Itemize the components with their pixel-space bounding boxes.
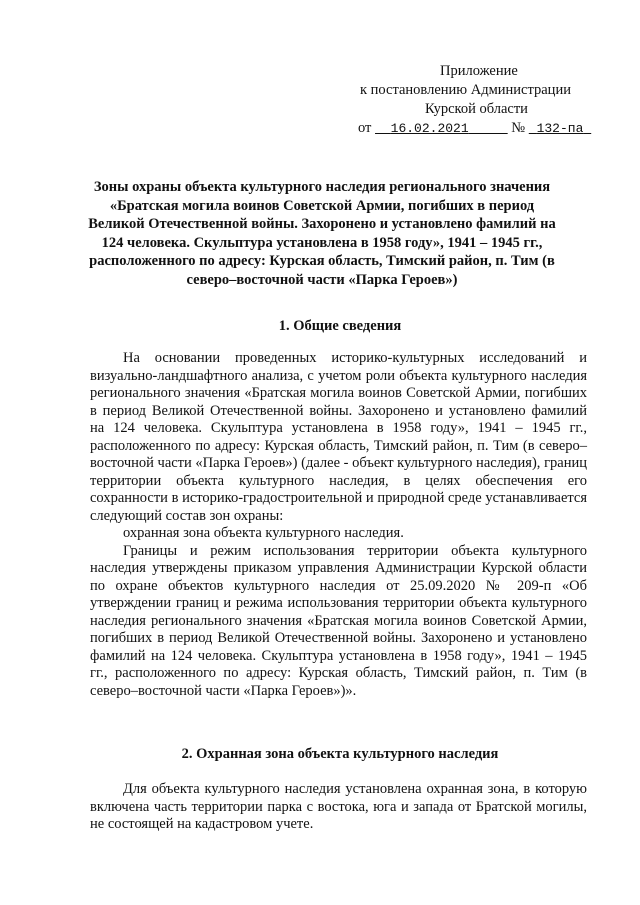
appendix-date-line	[340, 119, 590, 138]
appendix-line-1: Приложение	[440, 63, 518, 79]
section-1-paragraph-1: На основании проведенных историко-культурных исследований и визуально-ландшафтного анализа, с учетом роли объекта культурного наследия регионального значения «Братская могила воинов Советской Армии, погибших в период Великой Отечественной войны. Захоронено и установлено фамилий на 124 человека. Скульптура установлена в 1958 году», 1941 – 1945 гг., расположенного по адресу: Курская область, Тимский район, п. Тим (в северо–восточной части «Парка Героев») (далее - объект культурного наследия), границ территории объекта культурного наследия, в целях обеспечения его сохранности в историко-градостроительной и природной среде устанавливается следующий состав зон охраны:	[90, 350, 587, 524]
section-1-paragraph-2: охранная зона объекта культурного наследия.	[123, 525, 404, 541]
section-1-paragraph-3: Границы и режим использования территории объекта культурного наследия утверждены приказом управления Администрации Курской области по охране объектов культурного наследия от 25.09.2020 № 209-п «Об утверждении границ и режима использования территории объекта культурного наследия регионального значения «Братская могила воинов Советской Армии, погибших в период Великой Отечественной войны. Захоронено и установлено фамилий на 124 человека. Скульптура установлена в 1958 году», 1941 – 1945 гг., расположенного по адресу: Курская область, Тимский район, п. Тим (в северо–восточной части «Парка Героев»)».	[90, 542, 587, 699]
section-2-heading: 2. Охранная зона объекта культурного наследия	[181, 746, 499, 762]
appendix-line-2: к постановлению Администрации	[360, 82, 571, 98]
appendix-line-3: Курской области	[425, 101, 528, 117]
appendix-block	[340, 62, 590, 138]
document-title: Зоны охраны объекта культурного наследия регионального значения «Братская могила воинов Советской Армии, погибших в период Великой Отечественной войны. Захоронено и установлено фамилий на 124 человека. Скульптура установлена в 1958 году», 1941 – 1945 гг., расположенного по адресу: Курская область, Тимский район, п. Тим (в северо–восточной части «Парка Героев»)	[88, 179, 556, 288]
section-1-heading: 1. Общие сведения	[278, 318, 402, 334]
section-2-paragraph-1: Для объекта культурного наследия установлена охранная зона, в которую включена часть территории парка с востока, юга и запада от Братской могилы, не состоящей на кадастровом учете.	[90, 781, 587, 832]
section-2-body	[90, 781, 587, 834]
section-1-body	[90, 350, 587, 700]
from-label: от	[358, 120, 372, 136]
number-label: №	[511, 120, 526, 136]
decree-date: 16.02.2021	[390, 121, 469, 136]
decree-number: 132-па	[536, 121, 584, 136]
